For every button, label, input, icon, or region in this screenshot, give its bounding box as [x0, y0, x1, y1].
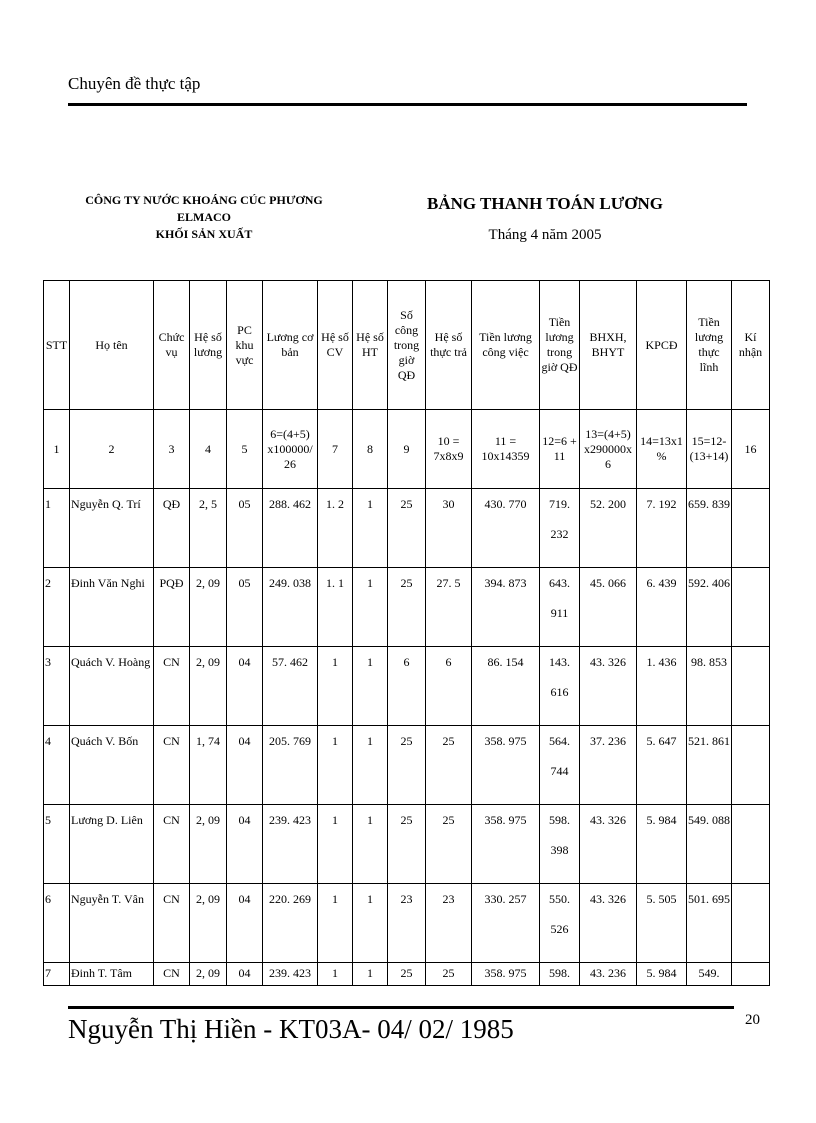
table-cell: CN — [154, 726, 190, 805]
footer-author: Nguyễn Thị Hiền - KT03A- 04/ 02/ 1985 — [68, 1014, 514, 1044]
table-cell: 27. 5 — [426, 568, 472, 647]
table-cell: 1. 1 — [318, 568, 353, 647]
table-cell: 30 — [426, 489, 472, 568]
table-row — [44, 647, 770, 726]
page-number: 20 — [745, 1012, 760, 1028]
table-cell: 1 — [353, 726, 388, 805]
column-number: 1 — [44, 410, 70, 489]
table-cell: 564. 744 — [540, 726, 580, 805]
table-cell: 394. 873 — [472, 568, 540, 647]
table-cell: 25 — [388, 726, 426, 805]
table-row — [44, 805, 770, 884]
running-header-title: Chuyên đề thực tập — [68, 74, 201, 93]
column-number: 11 = 10x14359 — [472, 410, 540, 489]
table-cell: PQĐ — [154, 568, 190, 647]
column-header: Tiền lương thực lĩnh — [687, 281, 732, 410]
table-cell: 2, 09 — [190, 884, 227, 963]
column-number: 7 — [318, 410, 353, 489]
table-cell: 239. 423 — [263, 963, 318, 986]
table-header-row — [44, 281, 770, 410]
table-cell: Đinh T. Tâm — [70, 963, 154, 986]
table-cell: 86. 154 — [472, 647, 540, 726]
column-header: Họ tên — [70, 281, 154, 410]
table-cell: 04 — [227, 726, 263, 805]
table-cell: 143. 616 — [540, 647, 580, 726]
table-cell: 5. 984 — [637, 805, 687, 884]
table-cell: CN — [154, 884, 190, 963]
column-header: Hệ số lương — [190, 281, 227, 410]
column-number: 2 — [70, 410, 154, 489]
table-cell: 1 — [353, 963, 388, 986]
sheet-title: BẢNG THANH TOÁN LƯƠNG — [427, 194, 663, 213]
table-cell — [732, 805, 770, 884]
table-cell: 1 — [318, 884, 353, 963]
header-rule — [68, 103, 747, 106]
table-cell: 239. 423 — [263, 805, 318, 884]
table-cell: 1 — [353, 884, 388, 963]
table-cell: 25 — [426, 726, 472, 805]
table-cell: 249. 038 — [263, 568, 318, 647]
column-header: Kí nhận — [732, 281, 770, 410]
table-cell: 43. 326 — [580, 884, 637, 963]
table-cell: 1. 2 — [318, 489, 353, 568]
table-cell: 25 — [426, 805, 472, 884]
table-cell: 1, 74 — [190, 726, 227, 805]
table-cell: 6 — [44, 884, 70, 963]
table-cell: 330. 257 — [472, 884, 540, 963]
table-cell: 2, 09 — [190, 805, 227, 884]
footer-rule — [68, 1006, 734, 1009]
table-cell: 659. 839 — [687, 489, 732, 568]
column-header: Lương cơ bản — [263, 281, 318, 410]
table-cell: 643. 911 — [540, 568, 580, 647]
table-cell: 288. 462 — [263, 489, 318, 568]
table-cell: 6. 439 — [637, 568, 687, 647]
table-cell: 358. 975 — [472, 726, 540, 805]
table-cell: 2, 5 — [190, 489, 227, 568]
company-division: KHỐI SẢN XUẤT — [155, 227, 253, 241]
column-header: PC khu vực — [227, 281, 263, 410]
column-number: 8 — [353, 410, 388, 489]
table-cell — [732, 647, 770, 726]
company-name: CÔNG TY NƯỚC KHOÁNG CÚC PHƯƠNG ELMACO — [85, 193, 323, 224]
table-cell: 04 — [227, 805, 263, 884]
table-cell: 6 — [388, 647, 426, 726]
table-cell: Quách V. Hoàng — [70, 647, 154, 726]
table-cell: 37. 236 — [580, 726, 637, 805]
table-cell: 1 — [318, 647, 353, 726]
table-row — [44, 963, 770, 986]
table-cell: 25 — [388, 805, 426, 884]
table-cell: 7. 192 — [637, 489, 687, 568]
table-cell: 43. 236 — [580, 963, 637, 986]
column-header: Hệ số CV — [318, 281, 353, 410]
table-cell: 25 — [388, 568, 426, 647]
table-cell: 220. 269 — [263, 884, 318, 963]
table-cell: 2, 09 — [190, 963, 227, 986]
table-cell: Nguyễn Q. Trí — [70, 489, 154, 568]
table-cell: 04 — [227, 647, 263, 726]
table-cell: 25 — [426, 963, 472, 986]
column-header: BHXH, BHYT — [580, 281, 637, 410]
table-cell: 04 — [227, 963, 263, 986]
table-cell: 592. 406 — [687, 568, 732, 647]
column-number: 15=12-(13+14) — [687, 410, 732, 489]
column-number: 6=(4+5) x100000/ 26 — [263, 410, 318, 489]
table-cell: 2, 09 — [190, 568, 227, 647]
column-header: Số công trong giờ QĐ — [388, 281, 426, 410]
table-cell: 1 — [318, 805, 353, 884]
table-cell: 1 — [353, 489, 388, 568]
table-cell: 5. 647 — [637, 726, 687, 805]
table-cell: 7 — [44, 963, 70, 986]
table-cell: Quách V. Bốn — [70, 726, 154, 805]
table-cell: 4 — [44, 726, 70, 805]
table-cell: 2 — [44, 568, 70, 647]
table-cell: 23 — [388, 884, 426, 963]
table-cell: 98. 853 — [687, 647, 732, 726]
table-cell: 501. 695 — [687, 884, 732, 963]
table-cell: 550. 526 — [540, 884, 580, 963]
table-cell: CN — [154, 647, 190, 726]
table-cell: 719. 232 — [540, 489, 580, 568]
column-header: Tiền lương trong giờ QĐ — [540, 281, 580, 410]
column-number: 3 — [154, 410, 190, 489]
table-cell: 1. 436 — [637, 647, 687, 726]
column-number: 12=6 + 11 — [540, 410, 580, 489]
table-cell: 43. 326 — [580, 805, 637, 884]
table-cell: 52. 200 — [580, 489, 637, 568]
table-cell: 549. 088 — [687, 805, 732, 884]
table-cell — [732, 726, 770, 805]
table-cell: 5 — [44, 805, 70, 884]
table-row — [44, 884, 770, 963]
table-cell: CN — [154, 963, 190, 986]
column-number-row — [44, 410, 770, 489]
table-cell: Lương D. Liên — [70, 805, 154, 884]
table-cell: 43. 326 — [580, 647, 637, 726]
table-cell: CN — [154, 805, 190, 884]
table-cell: QĐ — [154, 489, 190, 568]
table-cell — [732, 884, 770, 963]
table-cell: 1 — [353, 805, 388, 884]
column-header: Hệ số thực trả — [426, 281, 472, 410]
table-cell: 205. 769 — [263, 726, 318, 805]
table-cell: 2, 09 — [190, 647, 227, 726]
column-header: Chức vụ — [154, 281, 190, 410]
table-cell: 358. 975 — [472, 963, 540, 986]
table-cell: 5. 984 — [637, 963, 687, 986]
column-number: 4 — [190, 410, 227, 489]
table-cell: 1 — [353, 647, 388, 726]
table-cell — [732, 568, 770, 647]
table-cell: 05 — [227, 489, 263, 568]
column-header: KPCĐ — [637, 281, 687, 410]
table-cell: 549. — [687, 963, 732, 986]
table-cell: 598. 398 — [540, 805, 580, 884]
column-number: 13=(4+5) x290000x 6 — [580, 410, 637, 489]
column-number: 14=13x1 % — [637, 410, 687, 489]
table-cell: 25 — [388, 963, 426, 986]
table-cell — [732, 963, 770, 986]
table-cell — [732, 489, 770, 568]
column-number: 9 — [388, 410, 426, 489]
table-cell: Đinh Văn Nghi — [70, 568, 154, 647]
table-cell: 6 — [426, 647, 472, 726]
table-cell: 3 — [44, 647, 70, 726]
table-cell: 1 — [318, 963, 353, 986]
table-cell: 45. 066 — [580, 568, 637, 647]
table-row — [44, 568, 770, 647]
table-cell: 25 — [388, 489, 426, 568]
column-header: Tiền lương công việc — [472, 281, 540, 410]
table-cell: 598. — [540, 963, 580, 986]
table-cell: 23 — [426, 884, 472, 963]
column-header: Hệ số HT — [353, 281, 388, 410]
table-cell: 1 — [44, 489, 70, 568]
table-cell: 04 — [227, 884, 263, 963]
column-number: 16 — [732, 410, 770, 489]
table-cell: 1 — [353, 568, 388, 647]
table-row — [44, 726, 770, 805]
table-cell: 358. 975 — [472, 805, 540, 884]
table-cell: 57. 462 — [263, 647, 318, 726]
table-row — [44, 489, 770, 568]
sheet-month: Tháng 4 năm 2005 — [488, 227, 602, 243]
company-block — [64, 192, 344, 243]
column-header: STT — [44, 281, 70, 410]
table-cell: 05 — [227, 568, 263, 647]
table-cell: 5. 505 — [637, 884, 687, 963]
table-cell: 1 — [318, 726, 353, 805]
table-cell: Nguyễn T. Vân — [70, 884, 154, 963]
column-number: 10 = 7x8x9 — [426, 410, 472, 489]
payroll-table — [43, 280, 770, 986]
table-cell: 430. 770 — [472, 489, 540, 568]
table-cell: 521. 861 — [687, 726, 732, 805]
column-number: 5 — [227, 410, 263, 489]
